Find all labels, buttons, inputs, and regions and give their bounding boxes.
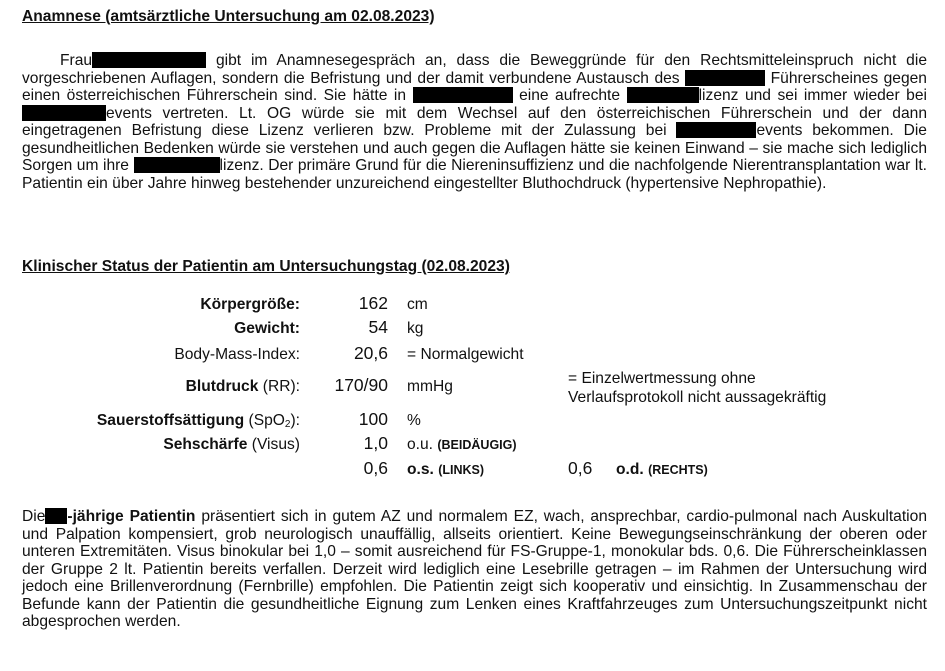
bmi-unit: = Normalgewicht — [407, 346, 524, 363]
anamnese-text-5: lizenz und sei immer wieder bei — [698, 87, 927, 104]
anamnese-heading: Anamnese (amtsärztliche Untersuchung am 02.08.2023) — [22, 8, 435, 25]
visus-os-value: 0,6 — [363, 458, 388, 478]
spo2-unit: % — [407, 412, 421, 429]
redaction-bar — [92, 52, 206, 68]
visus-od-value: 0,6 — [568, 458, 593, 478]
height-unit: cm — [407, 296, 428, 313]
redaction-bar — [134, 157, 220, 173]
weight-label: Gewicht: — [234, 320, 300, 337]
bmi-value: 20,6 — [353, 343, 388, 363]
visus-od-unit: o.d. (RECHTS) — [616, 461, 708, 478]
anamnese-paragraph — [22, 52, 927, 192]
anamnese-text-6: events vertreten. Lt. OG würde sie mit dem Wechsel auf den österreichischen Führerschein und der dann eingetragenen Befristung diese Lizenz verlieren bzw. Probleme mit der Zulassung bei — [22, 104, 927, 139]
anamnese-text-7: events bekommen. Die gesundheitlichen Bedenken würde sie verstehen und auch gegen die Auflagen hätte sie keinen Einwand – sie mache sich lediglich Sorgen um ihre — [22, 122, 927, 174]
redaction-bar — [676, 122, 756, 138]
befund-paragraph — [22, 508, 927, 631]
bp-note-line2: Verlaufsprotokoll nicht aussagekräftig — [568, 389, 827, 406]
anamnese-text-8: lizenz. Der primäre Grund für die Niereninsuffizienz und die nachfolgende Nierentransplantation war lt. Patientin ein über Jahre hinweg bestehender unzureichend eingestellter Bluthochdruck (hypertensive Nephropathie). — [22, 157, 927, 192]
weight-unit: kg — [407, 320, 424, 337]
bp-value: 170/90 — [334, 375, 388, 395]
redaction-bar — [627, 87, 699, 103]
visus-ou-unit: o.u. (BEIDÄUGIG) — [407, 436, 517, 453]
spo2-value: 100 — [358, 409, 388, 429]
bp-unit: mmHg — [407, 378, 453, 395]
bp-note-line1: = Einzelwertmessung ohne — [568, 370, 756, 387]
anamnese-text-3: Führerscheines gegen einen österreichischen Führerschein sind. Sie hätte in — [22, 69, 927, 104]
redaction-bar — [45, 508, 67, 524]
befund-text-1: Die — [22, 508, 46, 525]
befund-text-2: -jährige Patientin — [67, 508, 196, 525]
redaction-bar — [685, 70, 765, 86]
anamnese-text-2: gibt im Anamnesegespräch an, dass die Beweggründe für den Rechtsmitteleinspruch nicht die vorgeschriebenen Auflagen, sondern die Befristung und der damit verbundene Austausch des — [22, 52, 927, 87]
visus-label: Sehschärfe (Visus) — [163, 436, 300, 453]
height-value: 162 — [358, 293, 388, 313]
visus-os-unit: o.s. (LINKS) — [407, 461, 485, 478]
status-heading: Klinischer Status der Patientin am Untersuchungstag (02.08.2023) — [22, 258, 510, 275]
bp-label: Blutdruck (RR): — [185, 378, 300, 395]
vital-signs-table — [0, 290, 945, 490]
weight-value: 54 — [368, 317, 388, 337]
anamnese-text-1: Frau — [60, 52, 93, 69]
redaction-bar — [413, 87, 513, 103]
befund-text-3: präsentiert sich in gutem AZ und normalem EZ, wach, ansprechbar, cardio-pulmonal nach Auskultation und Palpation kompensiert, grob neurologisch unauffällig, allseits orientiert. Keine Bewegungseinschränkung der oberen oder unteren Extremitäten. Visus binokular bei 1,0 – somit ausreichend für FS-Gruppe-1, monokular bds. 0,6. Die Führerscheinklassen der Gruppe 2 lt. Patientin bereits verfallen. Derzeit wird lediglich eine Lesebrille getragen – im Rahmen der Untersuchung wird jedoch eine Brillenverordnung (Fernbrille) empfohlen. Die Patientin zeigt sich kooperativ und einsichtig. In Zusammenschau der Befunde kann der Patientin die gesundheitliche Eignung zum Lenken eines Kraftfahrzeuges zum Untersuchungszeitpunkt nicht abgesprochen werden. — [22, 508, 927, 630]
anamnese-text-4: eine aufrechte — [519, 87, 621, 104]
visus-ou-value: 1,0 — [363, 433, 388, 453]
bmi-label: Body-Mass-Index: — [174, 346, 300, 363]
spo2-label: Sauerstoffsättigung (SpO$_2$): — [96, 412, 300, 430]
height-label: Körpergröße: — [200, 296, 300, 313]
redaction-bar — [22, 105, 106, 121]
